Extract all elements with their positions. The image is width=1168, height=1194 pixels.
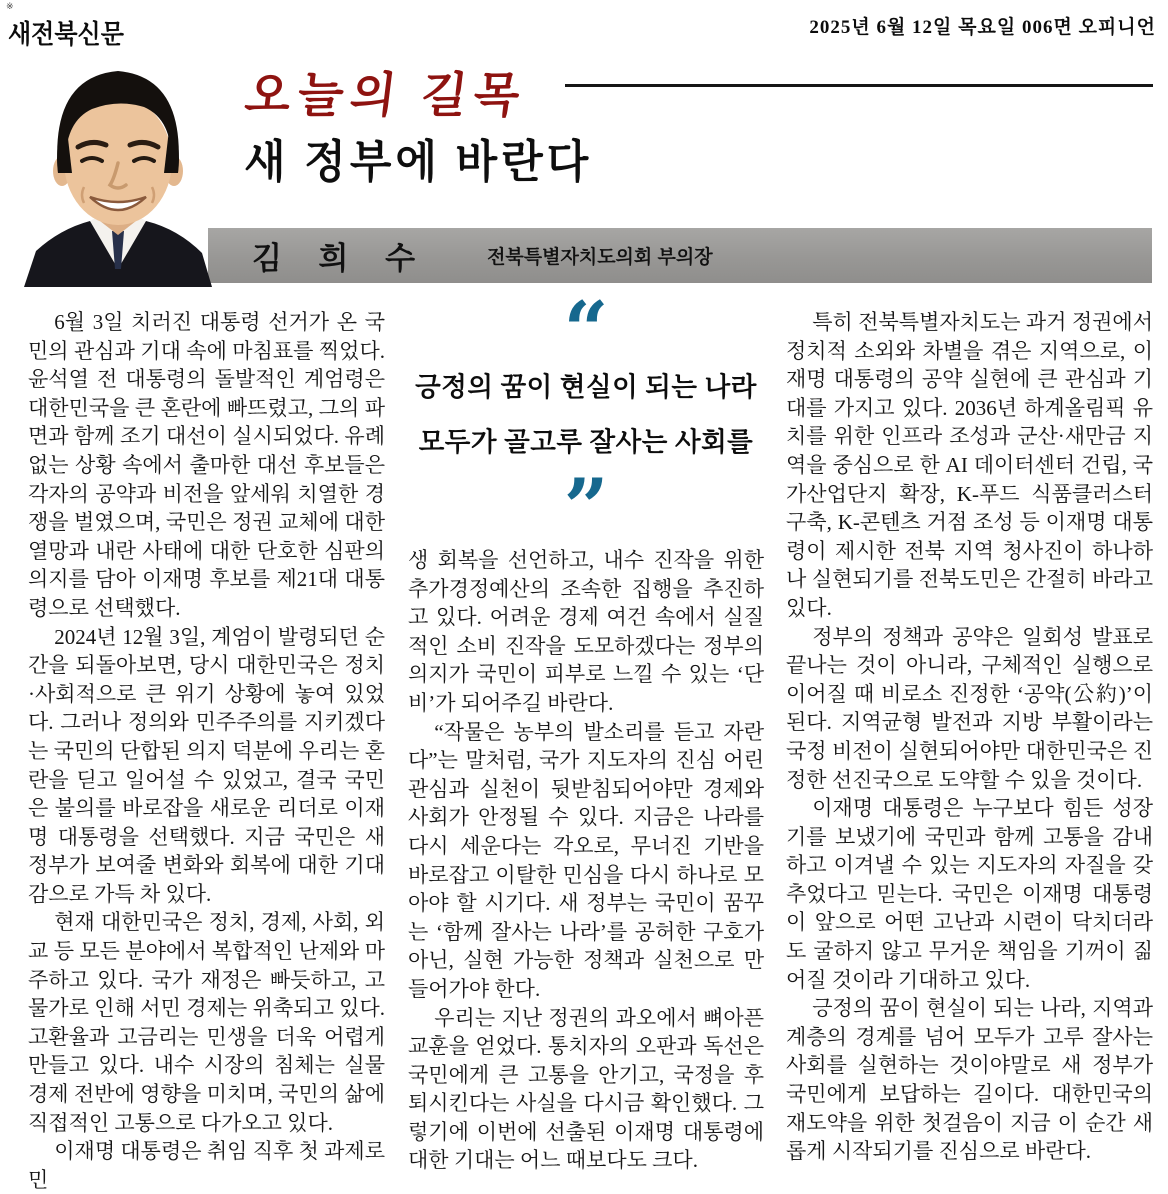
edition-dateline: 2025년 6월 12일 목요일 006면 오피니언: [809, 17, 1156, 38]
author-bar: [208, 228, 1152, 283]
pull-quote-line-2: 모두가 골고루 잘사는 사회를: [418, 427, 754, 457]
column-kicker: 오늘의 길목: [242, 69, 530, 123]
article-paragraph: 특히 전북특별자치도는 과거 정권에서 정치적 소외와 차별을 겪은 지역으로, 이재명 대통령의 공약 실현에 큰 관심과 기대를 가지고 있다. 2036년 하계올림픽 유치를 위한 인프라 조성과 군산·새만금 지역을 중심으로 한 AI 데이터센터 건립, 국가산업단지 확장, K-푸드 식품클러스터 구축, K-콘텐츠 거점 조성 등 이재명 대통령이 제시한 전북 지역 청사진이 하나하나 실현되기를 전북도민은 간절히 바라고 있다.: [786, 310, 1153, 620]
article-paragraph: 이재명 대통령은 누구보다 힘든 성장기를 보냈기에 국민과 함께 고통을 감내하고 이겨낼 수 있는 지도자의 자질을 갖추었다고 믿는다. 국민은 이재명 대통령이 앞으로 어떤 고난과 시련이 닥치더라도 굴하지 않고 무거운 책임을 기꺼이 짊어질 것이라 기대하고 있다.: [786, 796, 1153, 992]
newspaper-masthead: 새전북신문: [8, 20, 124, 50]
article-paragraph: 2024년 12월 3일, 계엄이 발령되던 순간을 되돌아보면, 당시 대한민국은 정치·사회적으로 큰 위기 상황에 놓여 있었다. 그러나 정의와 민주주의를 지키겠다는 국민의 단합된 의지 덕분에 우리는 혼란을 딛고 일어설 수 있었고, 결국 국민은 불의를 바로잡을 새로운 리더로 이재명 대통령을 선택했다. 지금 국민은 새 정부가 보여줄 변화와 회복에 대한 기대감으로 가득 차 있다.: [28, 624, 385, 906]
article-title: 새 정부에 바란다: [244, 138, 593, 188]
pull-quote-line-1: 긍정의 꿈이 현실이 되는 나라: [415, 372, 757, 402]
kicker-rule-divider: [565, 84, 1153, 87]
author-photo: [20, 55, 216, 287]
article-paragraph: 6월 3일 치러진 대통령 선거가 온 국민의 관심과 기대 속에 마침표를 찍었다. 윤석열 전 대통령의 돌발적인 계엄령은 대한민국을 큰 혼란에 빠뜨렸고, 그의 파면과 함께 조기 대선이 실시되었다. 유례없는 상황 속에서 출마한 대선 후보들은 각자의 공약과 비전을 앞세워 치열한 경쟁을 벌였으며, 국민은 정권 교체에 대한 열망과 내란 사태에 대한 단호한 심판의 의지를 담아 이재명 후보를 제21대 대통령으로 선택했다.: [28, 310, 385, 620]
article-paragraph: 정부의 정책과 공약은 일회성 발표로 끝나는 것이 아니라, 구체적인 실행으로 이어질 때 비로소 진정한 ‘공약(公約)’이 된다. 지역균형 발전과 지방 부활이라는 국정 비전이 실현되어야만 대한민국은 진정한 선진국으로 도약할 수 있을 것이다.: [786, 624, 1153, 792]
article-paragraph: 생 회복을 선언하고, 내수 진작을 위한 추가경정예산의 조속한 집행을 추진하고 있다. 어려운 경제 여건 속에서 실질적인 소비 진작을 도모하겠다는 정부의 의지가 국민이 피부로 느낄 수 있는 ‘단비’가 되어주길 바란다.: [408, 548, 764, 715]
article-paragraph: “작물은 농부의 발소리를 듣고 자란다”는 말처럼, 국가 지도자의 진심 어린 관심과 실천이 뒷받침되어야만 경제와 사회가 안정될 수 있다. 지금은 나라를 다시 세운다는 각오로, 무너진 기반을 바로잡고 이탈한 민심을 다시 하나로 모아야 할 시기다. 새 정부는 국민이 꿈꾸는 ‘함께 잘사는 나라’를 공허한 구호가 아닌, 실현 가능한 정책과 실천으로 만들어가야 한다.: [408, 719, 764, 1001]
open-quote-icon: “: [563, 285, 609, 376]
article-paragraph: 현재 대한민국은 정치, 경제, 사회, 외교 등 모든 분야에서 복합적인 난제와 마주하고 있다. 국가 재정은 빠듯하고, 고물가로 인해 서민 경제는 위축되고 있다. 고환율과 고금리는 민생을 더욱 어렵게 만들고 있다. 내수 시장의 침체는 실물 경제 전반에 영향을 미치며, 국민의 삶에 직접적인 고통으로 다가오고 있다.: [28, 910, 385, 1135]
article-column-3: [786, 308, 1153, 1166]
article-paragraph: 긍정의 꿈이 현실이 되는 나라, 지역과 계층의 경계를 넘어 모두가 고루 잘사는 사회를 실현하는 것이야말로 새 정부가 국민에게 보답하는 길이다. 대한민국의 재도약을 위한 첫걸음이 지금 이 순간 새롭게 시작되기를 진심으로 바란다.: [786, 996, 1153, 1164]
article-paragraph: 이재명 대통령은 취임 직후 첫 과제로 민: [28, 1139, 385, 1192]
article-paragraph: 우리는 지난 정권의 과오에서 뼈아픈 교훈을 얻었다. 통치자의 오판과 독선은 국민에게 큰 고통을 안기고, 국정을 후퇴시킨다는 사실을 다시금 확인했다. 그렇기에 이번에 선출된 이재명 대통령에 대한 기대는 어느 때보다도 크다.: [408, 1005, 764, 1173]
masthead-logo-icon: ※: [6, 2, 15, 12]
pull-quote: [408, 285, 764, 553]
author-name: 김 희 수: [252, 241, 430, 276]
author-position: 전북특별자치도의회 부의장: [487, 247, 713, 268]
close-quote-icon: ”: [563, 462, 609, 553]
article-column-1: [28, 308, 385, 1194]
article-column-2: [408, 285, 764, 1175]
author-portrait-illustration: [20, 55, 216, 287]
